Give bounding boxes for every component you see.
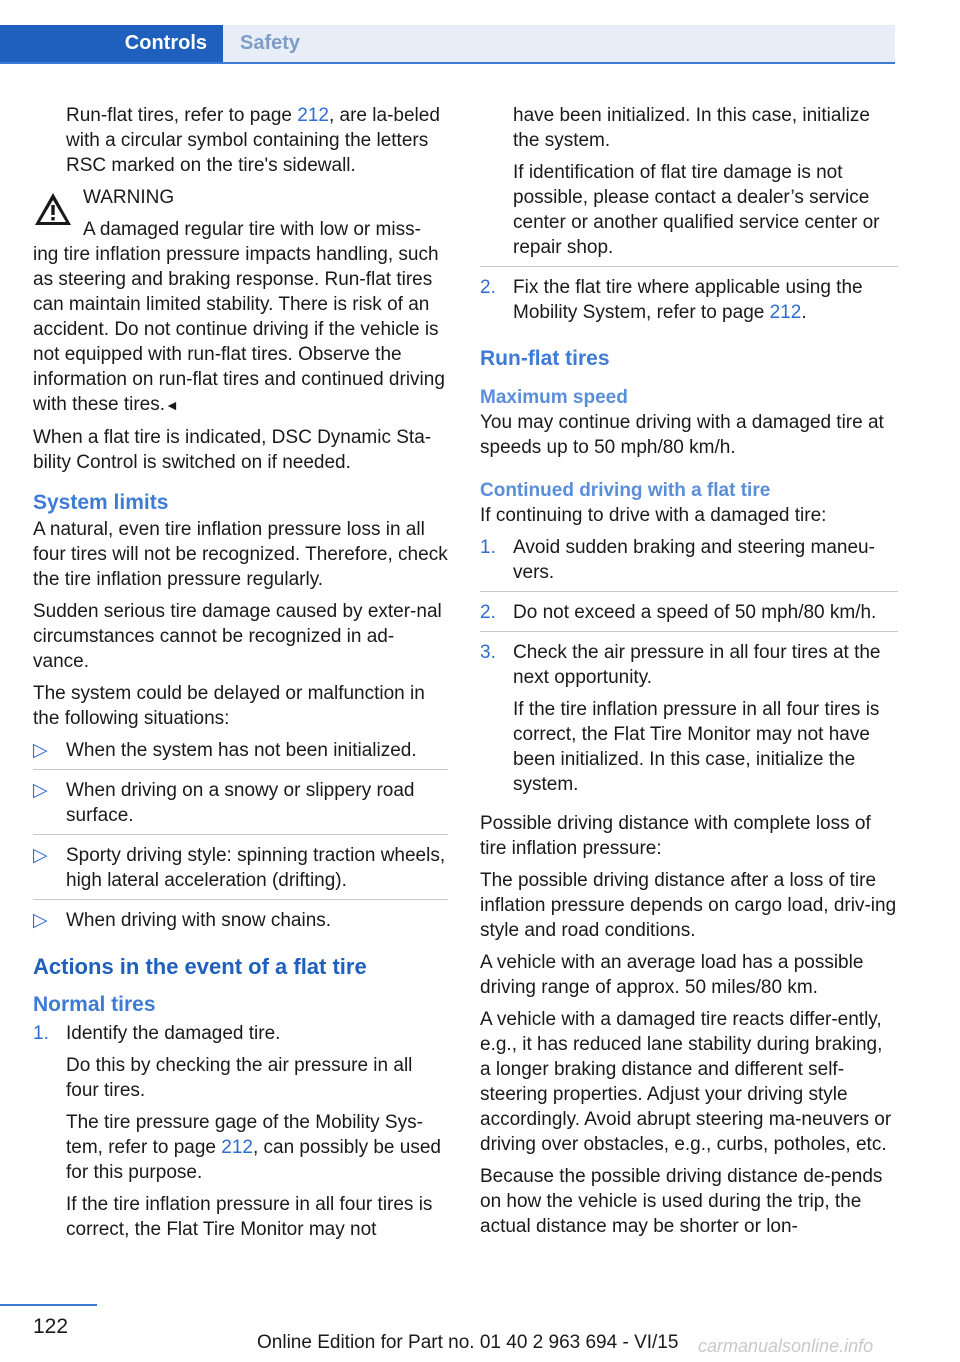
continued-steps [480,535,898,803]
distance-p5: Because the possible driving distance de-pends on how the vehicle is used during the trip, the actual distance may be shorter or lon- [480,1166,883,1237]
page-link-212[interactable]: 212 [297,105,329,126]
continued-driving-heading: Continued driving with a flat tire [480,480,771,501]
step-number: 1. [33,1023,49,1044]
list-item: ▷ Sporty driving style: spinning traction wheels, high lateral acceleration (drifting). [33,843,448,900]
system-limits-p1: A natural, even tire inflation pressure loss in all four tires will not be recognized. Therefore, check the tire inflation pressure regularly. [33,519,448,590]
distance-p2: The possible driving distance after a loss of tire inflation pressure depends on cargo load, driv-ing style and road conditions. [480,870,897,941]
normal-tires-steps-cont [480,103,898,331]
warning-box [33,185,448,418]
triangle-bullet-icon: ▷ [33,910,48,931]
max-speed-text: You may continue driving with a damaged tire at speeds up to 50 mph/80 km/h. [480,412,884,458]
triangle-bullet-icon: ▷ [33,740,48,761]
warning-text-first: A damaged regular tire with low or miss- [83,219,421,240]
system-limits-p2: Sudden serious tire damage caused by exter-nal circumstances cannot be recognized in ad-vance. [33,601,442,672]
online-edition: Online Edition for Part no. 01 40 2 963 694 - VI/15 [257,1332,679,1353]
warning-triangle-icon [33,191,73,227]
step-number: 2. [480,602,496,623]
runflat-intro: Run-flat tires, refer to page 212, are la-beled with a circular symbol containing the letters RSC marked on the tire's sidewall. [66,105,440,176]
normal-tires-heading: Normal tires [33,993,156,1016]
list-item: 1. Identify the damaged tire. Do this by checking the air pressure in all four tires. The tire pressure gage of the Mobility Sys-tem, refer to page 212, can possibly be used for this purpose. If the tire inflation pressure in all four tires is correct, the Flat Tire Monitor may not [33,1023,441,1240]
end-mark-icon: ◄ [165,397,179,413]
triangle-bullet-icon: ▷ [33,780,48,801]
tab-safety[interactable]: Safety [223,25,895,62]
list-item: 2. Do not exceed a speed of 50 mph/80 km/h. [480,600,898,632]
runflat-heading: Run-flat tires [480,347,610,370]
page-link-212[interactable]: 212 [221,1137,253,1158]
list-item: ▷ When the system has not been initialized. [33,738,448,770]
left-column [33,103,448,1256]
right-column [480,103,898,1246]
distance-p4: A vehicle with a damaged tire reacts differ-ently, e.g., it has reduced lane stability during braking, a longer braking distance and different self-steering properties. Adjust your driving style accordingly. Avoid abrupt steering ma-neuvers or driving over obstacles, e.g., curbs, potholes, etc. [480,1009,892,1155]
list-item: ▷ When driving with snow chains. [33,910,332,931]
normal-tires-steps [33,1021,448,1248]
step-number: 2. [480,277,496,298]
warning-title: WARNING [83,187,175,208]
list-item: have been initialized. In this case, initialize the system. If identification of flat tire damage is not possible, please contact a dealer’s service center or another qualified service center or repair shop. [480,103,898,267]
list-item: ▷ When driving on a snowy or slippery road surface. [33,778,448,835]
dsc-paragraph: When a flat tire is indicated, DSC Dynamic Sta-bility Control is switched on if needed. [33,427,432,473]
step-number: 3. [480,642,496,663]
list-item: 3. Check the air pressure in all four tires at the next opportunity. If the tire inflation pressure in all four tires is correct, the Flat Tire Monitor may not have been initialized. In this case, initialize the system. [480,642,881,795]
max-speed-heading: Maximum speed [480,387,628,408]
list-item: 2. Fix the flat tire where applicable using the Mobility System, refer to page 212. [480,277,863,323]
distance-p1: Possible driving distance with complete loss of tire inflation pressure: [480,813,871,859]
step-number: 1. [480,537,496,558]
distance-p3: A vehicle with an average load has a possible driving range of approx. 50 miles/80 km. [480,952,864,998]
section-tabbar [0,25,895,64]
warning-text-rest: ing tire inflation pressure impacts handling, such as steering and braking response. Run-flat tires can maintain limited stability. There is risk of an accident. Do not continue driving if the vehicle is not equipped with run-flat tires. Observe the information on run-flat tires and continued driving with these tires.◄ [33,244,445,415]
system-limits-p3: The system could be delayed or malfunction in the following situations: [33,683,425,729]
triangle-bullet-icon: ▷ [33,845,48,866]
actions-heading: Actions in the event of a flat tire [33,954,367,979]
footer-rule [0,1304,97,1306]
system-limits-heading: System limits [33,491,169,514]
list-item: 1. Avoid sudden braking and steering maneu-vers. [480,535,898,592]
situations-list [33,738,448,939]
page-number: 122 [33,1315,69,1338]
tab-controls[interactable]: Controls [0,25,223,62]
page-link-212[interactable]: 212 [769,302,802,323]
watermark: carmanualsonline.info [698,1336,874,1356]
continued-intro: If continuing to drive with a damaged tire: [480,505,827,526]
